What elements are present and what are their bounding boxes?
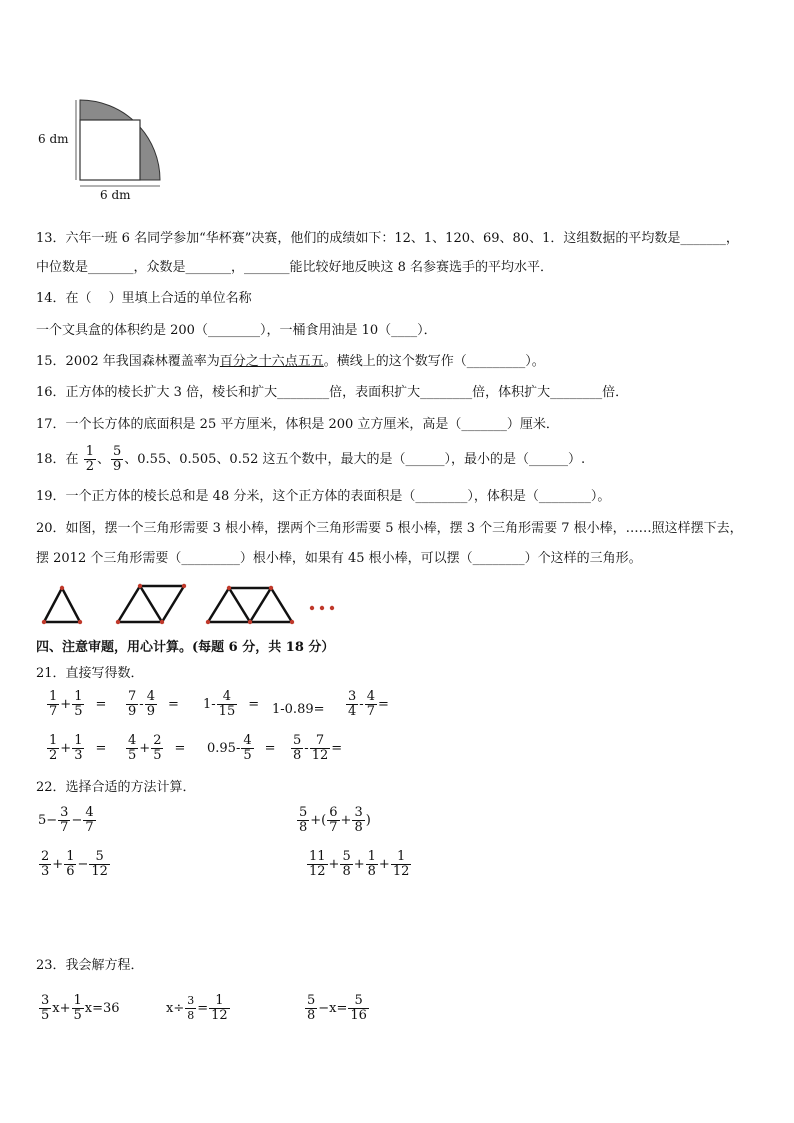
q20-line2: 摆 2012 个三角形需要（_________）根小棒，如果有 45 根小棒，可以摆（________）个这样的三角形。 xyxy=(36,551,642,566)
figure-left-label: 6 dm xyxy=(38,132,69,146)
quarter-circle-svg xyxy=(36,92,176,202)
q15-line xyxy=(36,352,545,372)
q18-frac-2: $\frac{5}{9}$ xyxy=(112,444,122,474)
q21-expr-7: $\frac{4}{5}$ + $\frac{2}{5}$ = xyxy=(128,733,186,763)
triangle-sticks-figure xyxy=(36,580,356,630)
q21-expr-3: 1- $\frac{4}{15}$ = xyxy=(203,689,260,719)
q18-post: 、0.55、0.505、0.52 这五个数中，最大的是（______），最小的是（______）. xyxy=(124,452,586,467)
q18-frac-1: $\frac{1}{2}$ xyxy=(85,444,94,474)
quarter-circle-figure xyxy=(36,92,176,202)
section4-heading: 四、注意审题，用心计算。(每题 6 分，共 18 分） xyxy=(36,640,335,655)
q18-pre: 18．在 xyxy=(36,452,79,467)
triangle-sticks-svg xyxy=(36,580,356,630)
q22-problem-4: $\frac{11}{12}$ + $\frac{5}{8}$ + $\frac{1}{8}$ + $\frac{1}{12}$ xyxy=(309,849,410,879)
q16-line: 16．正方体的棱长扩大 3 倍，棱长和扩大________倍，表面积扩大________倍，体积扩大________倍． xyxy=(36,385,629,400)
q21-expr-2: $\frac{7}{9}$ - $\frac{4}{9}$ = xyxy=(128,689,179,719)
q22-problem-1: 5− $\frac{3}{7}$ − $\frac{4}{7}$ xyxy=(38,805,94,835)
q15-pre: 15．2002 年我国森林覆盖率为 xyxy=(36,354,220,369)
q15-post: 。横线上的这个数写作（_________）。 xyxy=(323,354,545,369)
q21-expr-8: 0.95- $\frac{4}{5}$ = xyxy=(207,733,276,763)
q22-problem-2: $\frac{5}{8}$ +( $\frac{6}{7}$ + $\frac{3}{8}$ ) xyxy=(299,805,371,835)
figure-bottom-label: 6 dm xyxy=(100,188,131,202)
q14-line2: 一个文具盒的体积约是 200（________），一桶食用油是 10（____）． xyxy=(36,323,437,338)
q19-line: 19．一个正方体的棱长总和是 48 分米，这个正方体的表面积是（________），体积是（________）。 xyxy=(36,489,611,504)
q23-title: 23．我会解方程． xyxy=(36,958,144,973)
q17-line: 17．一个长方体的底面积是 25 平方厘米，体积是 200 立方厘米，高是（_______）厘米． xyxy=(36,417,559,432)
q23-equation-3: $\frac{5}{8}$ −x= $\frac{5}{16}$ xyxy=(307,993,367,1023)
q21-title: 21．直接写得数． xyxy=(36,666,144,681)
q21-expr-4: 1-0.89= xyxy=(272,702,325,717)
q18-sep: 、 xyxy=(96,452,110,467)
q21-expr-1: $\frac{1}{7}$ + $\frac{1}{5}$ = xyxy=(49,689,107,719)
q23-equation-1: $\frac{3}{5}$ x+ $\frac{1}{5}$ x=36 xyxy=(41,993,120,1023)
q21-expr-5: $\frac{3}{4}$ - $\frac{4}{7}$ = xyxy=(348,689,389,719)
q21-expr-6: $\frac{1}{2}$ + $\frac{1}{3}$ = xyxy=(49,733,107,763)
q21-expr-9: $\frac{5}{8}$ - $\frac{7}{12}$ = xyxy=(293,733,343,763)
q18-line xyxy=(36,442,585,478)
q22-title: 22．选择合适的方法计算． xyxy=(36,780,196,795)
q13-line2: 中位数是_______，众数是_______，_______能比较好地反映这 8 名参赛选手的平均水平． xyxy=(36,260,554,275)
q22-problem-3: $\frac{2}{3}$ + $\frac{1}{6}$ − $\frac{5}{12}$ xyxy=(41,849,108,879)
q20-line1: 20．如图，摆一个三角形需要 3 根小棒，摆两个三角形需要 5 根小棒，摆 3 个三角形需要 7 根小棒，……照这样摆下去， xyxy=(36,521,743,536)
q23-equation-2: x÷ $\frac{3}{8}$ = $\frac{1}{12}$ xyxy=(166,993,228,1023)
q15-underlined: 百分之十六点五五 xyxy=(219,354,324,369)
q13-line1: 13．六年一班 6 名同学参加“华杯赛”决赛，他们的成绩如下：12、1、120、69、80、1．这组数据的平均数是_______， xyxy=(36,231,739,246)
q14-line1: 14．在（ ）里填上合适的单位名称 xyxy=(36,291,252,306)
